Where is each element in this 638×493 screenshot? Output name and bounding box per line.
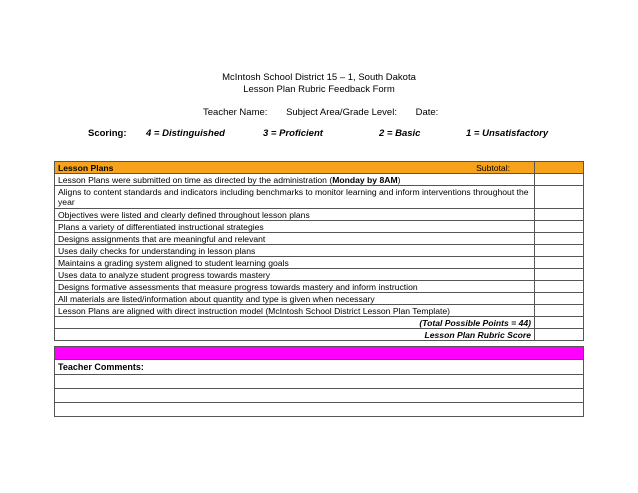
rubric-score-cell[interactable] [535, 329, 584, 341]
form-title: Lesson Plan Rubric Feedback Form [243, 84, 395, 95]
table-row [55, 245, 584, 257]
district-title: McIntosh School District 15 – 1, South Dakota [222, 72, 416, 83]
comments-title-row [55, 360, 584, 375]
score-cell[interactable] [535, 293, 584, 305]
criterion-text: Objectives were listed and clearly defined throughout lesson plans [55, 209, 535, 221]
table-row [55, 305, 584, 317]
date-label: Date: [415, 107, 439, 118]
comment-line-cell[interactable] [55, 389, 584, 403]
table-row [55, 257, 584, 269]
comments-bar-cell [55, 347, 584, 360]
info-row [203, 107, 438, 118]
score-cell[interactable] [535, 245, 584, 257]
table-row [55, 174, 584, 186]
rubric-score-row [55, 329, 584, 341]
score-cell[interactable] [535, 233, 584, 245]
score-cell[interactable] [535, 269, 584, 281]
section-title: Lesson Plans [58, 163, 114, 173]
criterion-text: Uses daily checks for understanding in lesson plans [55, 245, 535, 257]
teacher-name-label: Teacher Name: [203, 107, 268, 118]
criterion-text: Uses data to analyze student progress towards mastery [55, 269, 535, 281]
table-row [55, 221, 584, 233]
criterion-text: Designs formative assessments that measure progress towards mastery and inform instruction [55, 281, 535, 293]
rubric-score-label: Lesson Plan Rubric Score [55, 329, 535, 341]
total-points-cell[interactable] [535, 317, 584, 329]
table-row [55, 269, 584, 281]
score-level-4: 4 = Distinguished [146, 128, 225, 139]
score-level-3: 3 = Proficient [263, 128, 323, 139]
subtotal-score-cell[interactable] [535, 162, 584, 174]
criterion-text: Aligns to content standards and indicators including benchmarks to monitor learning and inform interventions throughout the year [55, 186, 535, 209]
comment-line [55, 375, 584, 389]
rubric-section-header [55, 162, 584, 174]
criterion-text: Lesson Plans are aligned with direct instruction model (McIntosh School District Lesson Plan Template) [55, 305, 535, 317]
comment-line-cell[interactable] [55, 403, 584, 417]
table-row [55, 233, 584, 245]
total-points-label: (Total Possible Points = 44) [55, 317, 535, 329]
score-level-1: 1 = Unsatisfactory [466, 128, 549, 139]
subject-label: Subject Area/Grade Level: [286, 107, 397, 118]
score-cell[interactable] [535, 305, 584, 317]
table-row [55, 209, 584, 221]
criterion-text: Maintains a grading system aligned to student learning goals [55, 257, 535, 269]
criterion-text: Designs assignments that are meaningful and relevant [55, 233, 535, 245]
section-title-cell [55, 162, 535, 174]
table-row [55, 186, 584, 209]
score-cell[interactable] [535, 186, 584, 209]
score-cell[interactable] [535, 257, 584, 269]
table-row [55, 293, 584, 305]
subtotal-label: Subtotal: [476, 163, 510, 173]
comments-title: Teacher Comments: [55, 360, 584, 375]
score-cell[interactable] [535, 281, 584, 293]
scoring-label: Scoring: [88, 128, 127, 139]
score-cell[interactable] [535, 209, 584, 221]
total-points-row [55, 317, 584, 329]
comment-line-cell[interactable] [55, 375, 584, 389]
score-cell[interactable] [535, 174, 584, 186]
form-header [0, 72, 638, 96]
score-level-2: 2 = Basic [379, 128, 421, 139]
comment-line [55, 389, 584, 403]
comments-header-bar [55, 347, 584, 360]
comment-line [55, 403, 584, 417]
criterion-text: Plans a variety of differentiated instructional strategies [55, 221, 535, 233]
criterion-text: Lesson Plans were submitted on time as directed by the administration (Monday by 8AM) [55, 174, 535, 186]
criterion-text: All materials are listed/information about quantity and type is given when necessary [55, 293, 535, 305]
table-row [55, 281, 584, 293]
score-cell[interactable] [535, 221, 584, 233]
comments-table [54, 346, 584, 417]
rubric-table [54, 161, 584, 341]
